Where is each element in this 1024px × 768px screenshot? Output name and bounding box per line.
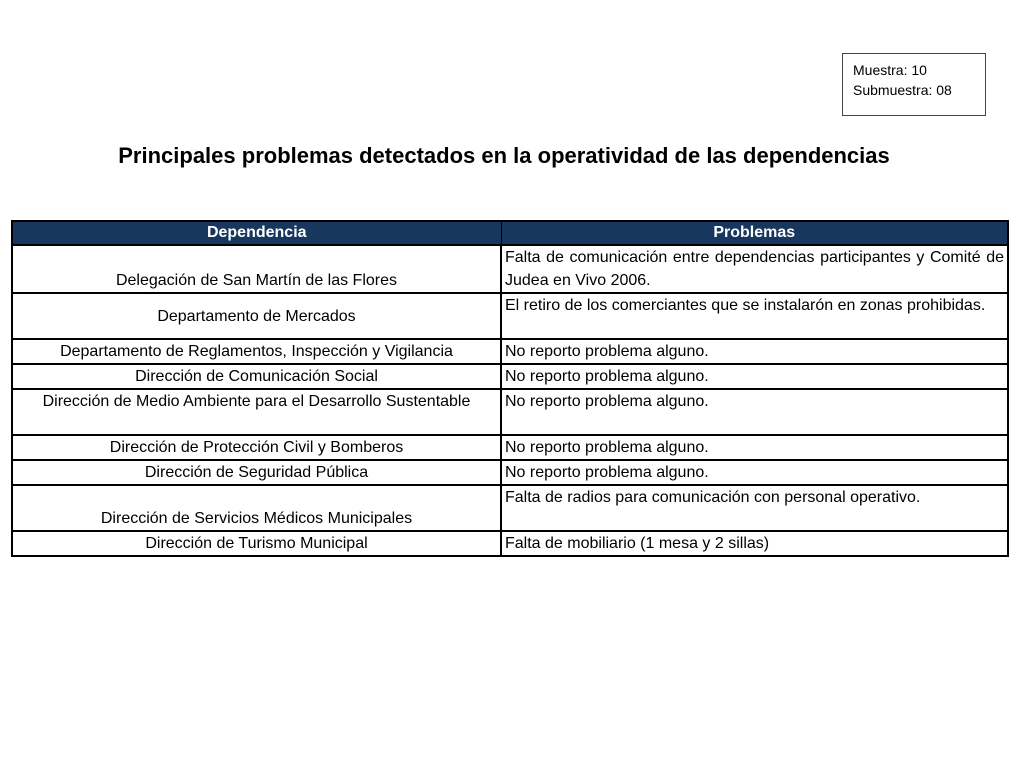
cell-problemas: Falta de radios para comunicación con personal operativo. bbox=[501, 485, 1008, 531]
cell-dependencia: Dirección de Servicios Médicos Municipales bbox=[12, 485, 501, 531]
cell-problemas: Falta de mobiliario (1 mesa y 2 sillas) bbox=[501, 531, 1008, 556]
header-dependencia: Dependencia bbox=[12, 221, 501, 245]
table-row bbox=[12, 460, 1008, 485]
table-row bbox=[12, 485, 1008, 531]
cell-problemas: No reporto problema alguno. bbox=[501, 339, 1008, 364]
cell-problemas: El retiro de los comerciantes que se instalarón en zonas prohibidas. bbox=[501, 293, 1008, 339]
cell-dependencia: Dirección de Turismo Municipal bbox=[12, 531, 501, 556]
cell-dependencia: Delegación de San Martín de las Flores bbox=[12, 245, 501, 293]
table-row bbox=[12, 389, 1008, 435]
table-row bbox=[12, 531, 1008, 556]
problems-table bbox=[11, 220, 1009, 557]
cell-problemas: No reporto problema alguno. bbox=[501, 389, 1008, 435]
cell-problemas: No reporto problema alguno. bbox=[501, 435, 1008, 460]
cell-dependencia: Departamento de Mercados bbox=[12, 293, 501, 339]
table-header-row bbox=[12, 221, 1008, 245]
table-row bbox=[12, 364, 1008, 389]
cell-problemas: No reporto problema alguno. bbox=[501, 364, 1008, 389]
sample-info-box bbox=[842, 53, 986, 116]
table-row bbox=[12, 293, 1008, 339]
cell-problemas: Falta de comunicación entre dependencias participantes y Comité de Judea en Vivo 2006. bbox=[501, 245, 1008, 293]
cell-dependencia: Dirección de Comunicación Social bbox=[12, 364, 501, 389]
cell-dependencia: Departamento de Reglamentos, Inspección y Vigilancia bbox=[12, 339, 501, 364]
header-problemas: Problemas bbox=[501, 221, 1008, 245]
cell-dependencia: Dirección de Seguridad Pública bbox=[12, 460, 501, 485]
muestra-label: Muestra: 10 bbox=[853, 62, 927, 78]
cell-problemas: No reporto problema alguno. bbox=[501, 460, 1008, 485]
page-title: Principales problemas detectados en la operatividad de las dependencias bbox=[118, 143, 890, 168]
cell-dependencia: Dirección de Protección Civil y Bomberos bbox=[12, 435, 501, 460]
table-row bbox=[12, 245, 1008, 293]
submuestra-label: Submuestra: 08 bbox=[853, 82, 952, 98]
cell-dependencia: Dirección de Medio Ambiente para el Desarrollo Sustentable bbox=[12, 389, 501, 435]
table-row bbox=[12, 339, 1008, 364]
table-row bbox=[12, 435, 1008, 460]
